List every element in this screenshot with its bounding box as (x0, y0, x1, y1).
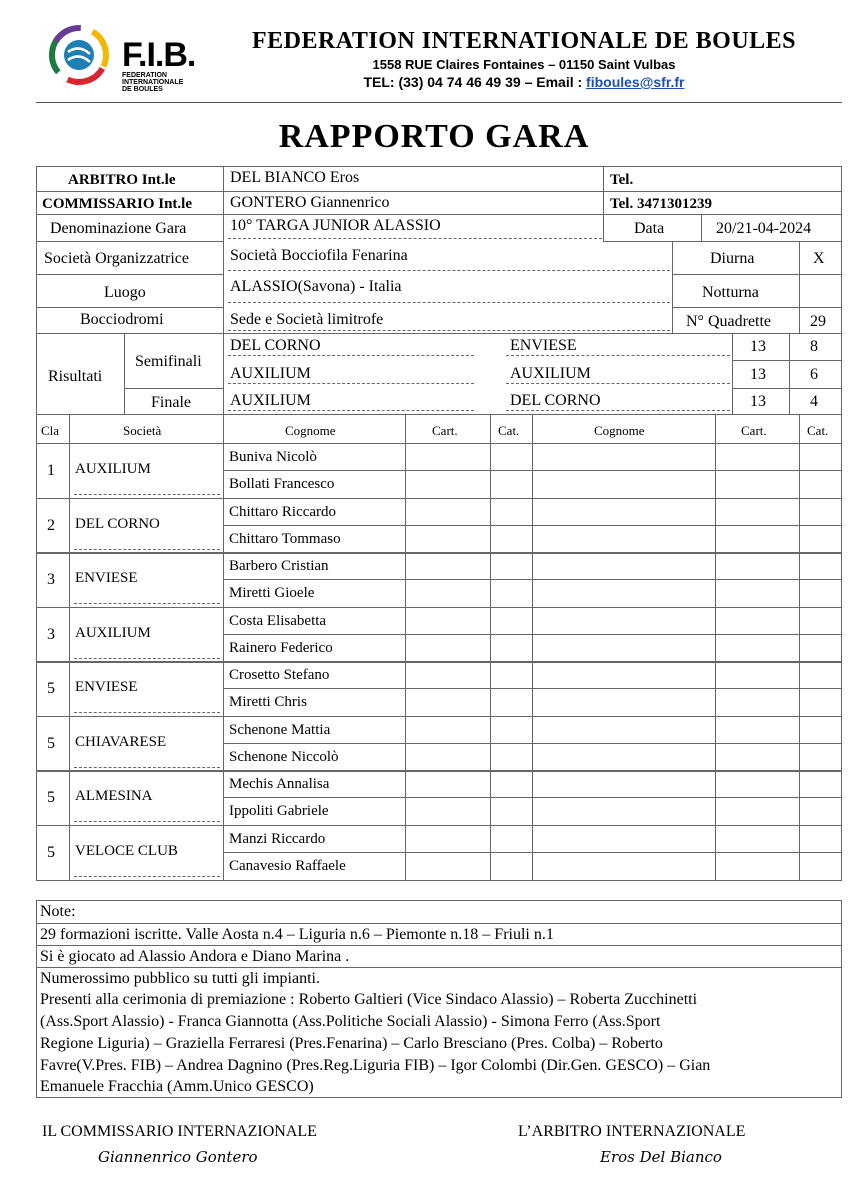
page-title: RAPPORTO GARA (278, 118, 590, 155)
commissario-signature: Giannenrico Gontero (98, 1148, 258, 1166)
header-societa: Società (123, 423, 162, 438)
team-name: AUXILIUM (75, 625, 151, 641)
rank: 5 (47, 844, 55, 861)
fib-emblem-icon (48, 24, 110, 86)
player-name: Chittaro Tommaso (229, 531, 341, 547)
diurna-label: Diurna (710, 250, 755, 267)
rank: 5 (47, 789, 55, 806)
team-b: AUXILIUM (510, 365, 591, 382)
notes-line: Emanuele Fracchia (Amm.Unico GESCO) (40, 1078, 314, 1095)
logo-wordmark: F.I.B. (122, 36, 196, 74)
commissario-signature-title: IL COMMISSARIO INTERNAZIONALE (42, 1123, 317, 1140)
team-b: DEL CORNO (510, 392, 601, 409)
header-cat-2: Cat. (807, 423, 829, 438)
player-name: Bollati Francesco (229, 476, 335, 492)
team-a: DEL CORNO (230, 337, 321, 354)
notes-line: Presenti alla cerimonia di premiazione : Roberto Galtieri (Vice Sindaco Alassio) – Roberta Zucchinetti (40, 991, 698, 1008)
logo-subtext: FEDERATION INTERNATIONALE DE BOULES (122, 72, 184, 93)
team-a: AUXILIUM (230, 392, 311, 409)
notes-line: Favre(V.Pres. FIB) – Andrea Dagnino (Pres.Reg.Liguria FIB) – Igor Colombi (Dir.Gen. GESCO) – Gian (40, 1057, 711, 1074)
data-label: Data (634, 220, 665, 237)
team-name: VELOCE CLUB (75, 843, 178, 859)
team-name: AUXILIUM (75, 461, 151, 477)
email-link[interactable]: fiboules@sfr.fr (586, 74, 685, 90)
semifinali-label: Semifinali (135, 353, 202, 370)
player-name: Costa Elisabetta (229, 613, 327, 629)
societa-label: Società Organizzatrice (44, 250, 189, 267)
header-cognome: Cognome (285, 423, 336, 438)
notes-line: Regione Liguria) – Graziella Ferraresi (Pres.Fenarina) – Carlo Bresciano (Pres. Colba) – Roberto (40, 1035, 663, 1052)
notes-line: 29 formazioni iscritte. Valle Aosta n.4 – Liguria n.6 – Piemonte n.18 – Friuli n.1 (40, 926, 554, 943)
quadrette-value: 29 (810, 313, 826, 330)
luogo-label: Luogo (104, 284, 146, 301)
diurna-value: X (813, 250, 825, 267)
org-name: FEDERATION INTERNATIONALE DE BOULES (251, 28, 797, 54)
commissario-value: GONTERO Giannenrico (230, 194, 390, 211)
header-cat: Cat. (498, 423, 520, 438)
team-name: ALMESINA (75, 788, 153, 804)
rank: 2 (47, 517, 55, 534)
arbitro-signature-title: L’ARBITRO INTERNAZIONALE (518, 1123, 746, 1140)
team-a: AUXILIUM (230, 365, 311, 382)
player-name: Buniva Nicolò (229, 449, 317, 465)
org-address: 1558 RUE Claires Fontaines – 01150 Saint Vulbas (372, 57, 676, 72)
rank: 1 (47, 462, 55, 479)
score-b: 6 (810, 366, 818, 383)
risultati-label: Risultati (48, 368, 103, 385)
score-b: 8 (810, 338, 818, 355)
player-name: Crosetto Stefano (229, 667, 330, 683)
header-cart: Cart. (432, 423, 458, 438)
societa-value: Società Bocciofila Fenarina (230, 247, 408, 264)
commissario-tel: Tel. 3471301239 (610, 196, 712, 212)
finale-label: Finale (151, 394, 191, 411)
player-name: Schenone Niccolò (229, 749, 339, 765)
player-name: Ippoliti Gabriele (229, 803, 329, 819)
luogo-value: ALASSIO(Savona) - Italia (230, 278, 402, 295)
team-name: ENVIESE (75, 570, 138, 586)
header-divider (36, 102, 842, 103)
data-value: 20/21-04-2024 (716, 220, 812, 237)
player-name: Miretti Gioele (229, 585, 315, 601)
notes-line: (Ass.Sport Alassio) - Franca Giannotta (Ass.Politiche Sociali Alassio) - Simona Ferro (Ass.Sport (40, 1013, 661, 1030)
score-a: 13 (750, 366, 766, 383)
bocciodromi-value: Sede e Società limitrofe (230, 311, 384, 328)
commissario-label: COMMISSARIO Int.le (42, 196, 193, 212)
team-name: DEL CORNO (75, 516, 160, 532)
arbitro-label: ARBITRO Int.le (68, 172, 176, 188)
arbitro-signature: Eros Del Bianco (600, 1148, 722, 1166)
rank: 5 (47, 735, 55, 752)
quadrette-label: N° Quadrette (686, 313, 772, 330)
denominazione-value: 10° TARGA JUNIOR ALASSIO (230, 217, 441, 234)
fib-logo (48, 24, 238, 106)
notes-line: Numerossimo pubblico su tutti gli impianti. (40, 970, 320, 987)
score-a: 13 (750, 393, 766, 410)
team-b: ENVIESE (510, 337, 577, 354)
player-name: Manzi Riccardo (229, 831, 326, 847)
rank: 5 (47, 680, 55, 697)
player-name: Mechis Annalisa (229, 776, 330, 792)
rank: 3 (47, 571, 55, 588)
denominazione-label: Denominazione Gara (50, 220, 187, 237)
team-name: ENVIESE (75, 679, 138, 695)
bocciodromi-label: Bocciodromi (80, 311, 164, 328)
player-name: Canavesio Raffaele (229, 858, 346, 874)
player-name: Chittaro Riccardo (229, 504, 337, 520)
org-contact: TEL: (33) 04 74 46 49 39 – Email : fiboules@sfr.fr (363, 74, 685, 90)
player-name: Miretti Chris (229, 694, 307, 710)
notturna-label: Notturna (702, 284, 759, 301)
score-a: 13 (750, 338, 766, 355)
arbitro-value: DEL BIANCO Eros (230, 169, 360, 186)
notes-label: Note: (40, 903, 76, 920)
score-b: 4 (810, 393, 818, 410)
rank: 3 (47, 626, 55, 643)
header-cla: Cla (41, 423, 60, 438)
player-name: Barbero Cristian (229, 558, 329, 574)
notes-line: Si è giocato ad Alassio Andora e Diano Marina . (40, 948, 350, 965)
team-name: CHIAVARESE (75, 734, 167, 750)
header-cart-2: Cart. (741, 423, 767, 438)
player-name: Schenone Mattia (229, 722, 331, 738)
arbitro-tel: Tel. (610, 172, 634, 188)
header-cognome-2: Cognome (594, 423, 645, 438)
player-name: Rainero Federico (229, 640, 333, 656)
